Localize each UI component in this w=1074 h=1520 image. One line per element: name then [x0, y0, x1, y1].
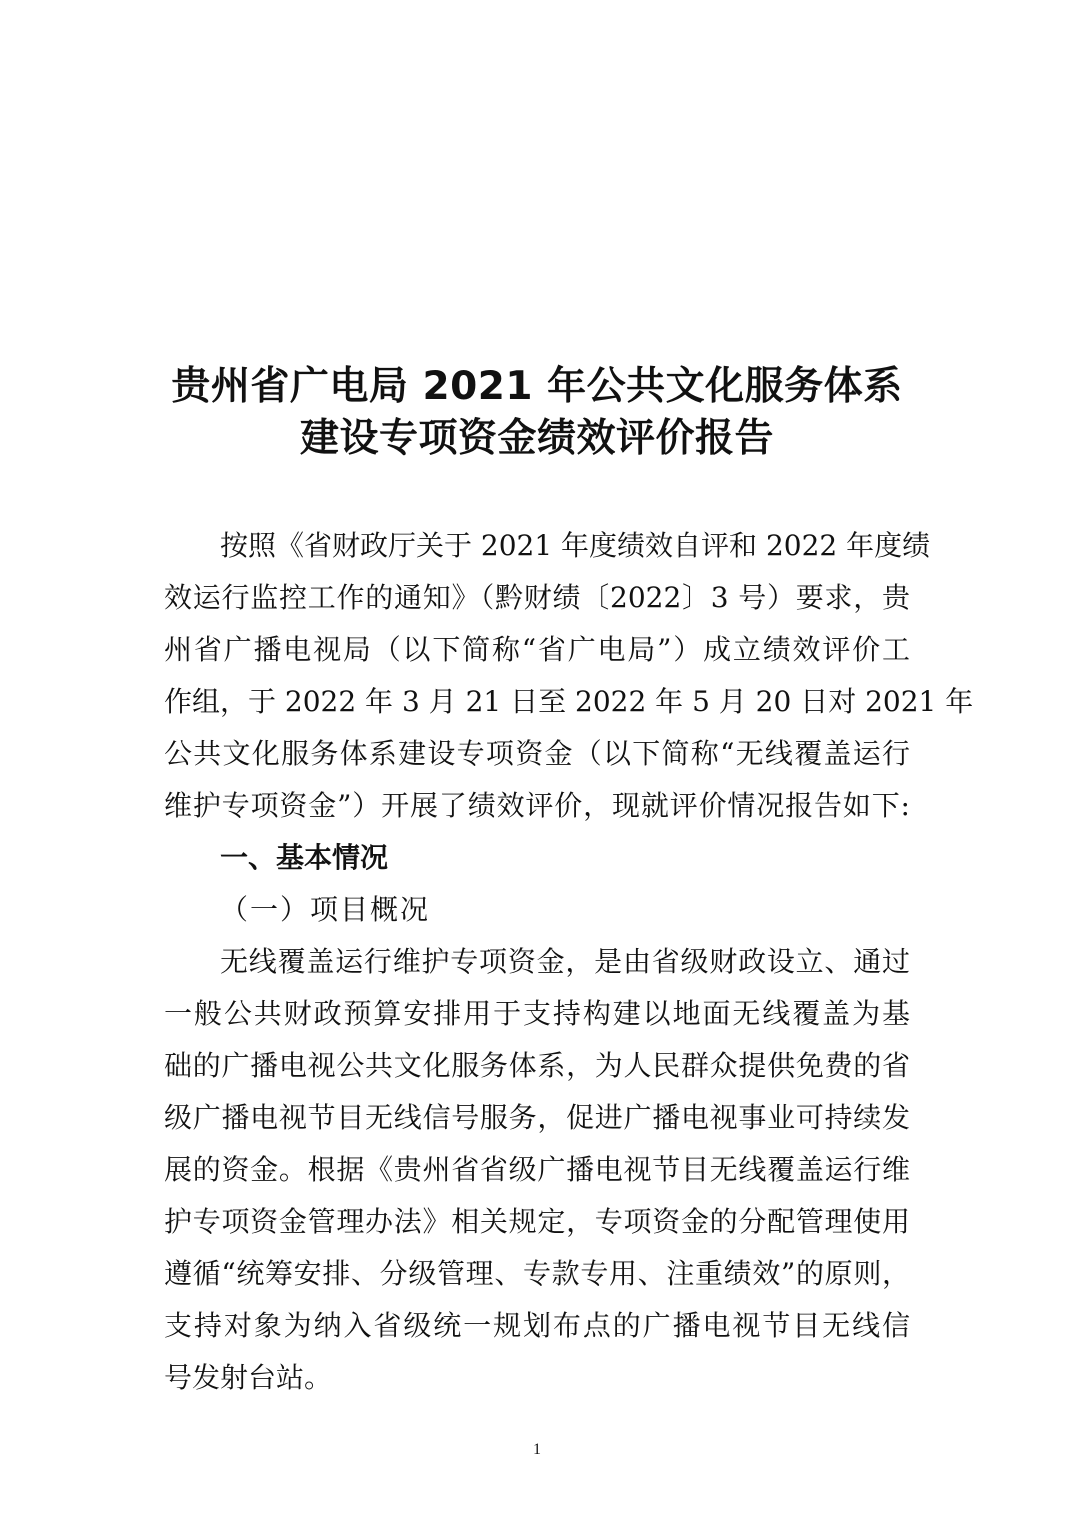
body-paragraph-line-3: 础的广播电视公共文化服务体系，为人民群众提供免费的省: [164, 1049, 910, 1082]
body-paragraph-line-1: 无线覆盖运行维护专项资金，是由省级财政设立、通过: [220, 945, 910, 978]
section-heading: 一、基本情况: [220, 841, 389, 874]
intro-paragraph-line-2: 效运行监控工作的通知》（黔财绩〔2022〕3 号）要求，贵: [164, 581, 910, 614]
document-title-line-1: 贵州省广电局 2021 年公共文化服务体系: [171, 364, 903, 409]
body-paragraph-line-2: 一般公共财政预算安排用于支持构建以地面无线覆盖为基: [164, 997, 910, 1030]
body-paragraph-line-6: 护专项资金管理办法》相关规定，专项资金的分配管理使用: [164, 1205, 910, 1238]
body-paragraph-line-8: 支持对象为纳入省级统一规划布点的广播电视节目无线信: [164, 1309, 910, 1342]
intro-paragraph-line-1: 按照《省财政厅关于 2021 年度绩效自评和 2022 年度绩: [220, 529, 931, 562]
body-paragraph-line-4: 级广播电视节目无线信号服务，促进广播电视事业可持续发: [164, 1101, 910, 1134]
page-number: 1: [533, 1441, 541, 1458]
body-paragraph-line-5: 展的资金。根据《贵州省省级广播电视节目无线覆盖运行维: [164, 1153, 910, 1186]
body-paragraph-line-7: 遵循“统筹安排、分级管理、专款专用、注重绩效”的原则，: [164, 1257, 910, 1290]
document-title-line-2: 建设专项资金绩效评价报告: [299, 416, 774, 461]
subsection-heading: （一）项目概况: [220, 893, 431, 926]
intro-paragraph-line-6: 维护专项资金”）开展了绩效评价，现就评价情况报告如下:: [164, 789, 910, 822]
intro-paragraph-line-4: 作组，于 2022 年 3 月 21 日至 2022 年 5 月 20 日对 2021 年: [164, 685, 974, 718]
body-paragraph-line-9: 号发射台站。: [164, 1361, 333, 1394]
intro-paragraph-line-5: 公共文化服务体系建设专项资金（以下简称“无线覆盖运行: [164, 737, 910, 770]
intro-paragraph-line-3: 州省广播电视局（以下简称“省广电局”）成立绩效评价工: [164, 633, 910, 666]
